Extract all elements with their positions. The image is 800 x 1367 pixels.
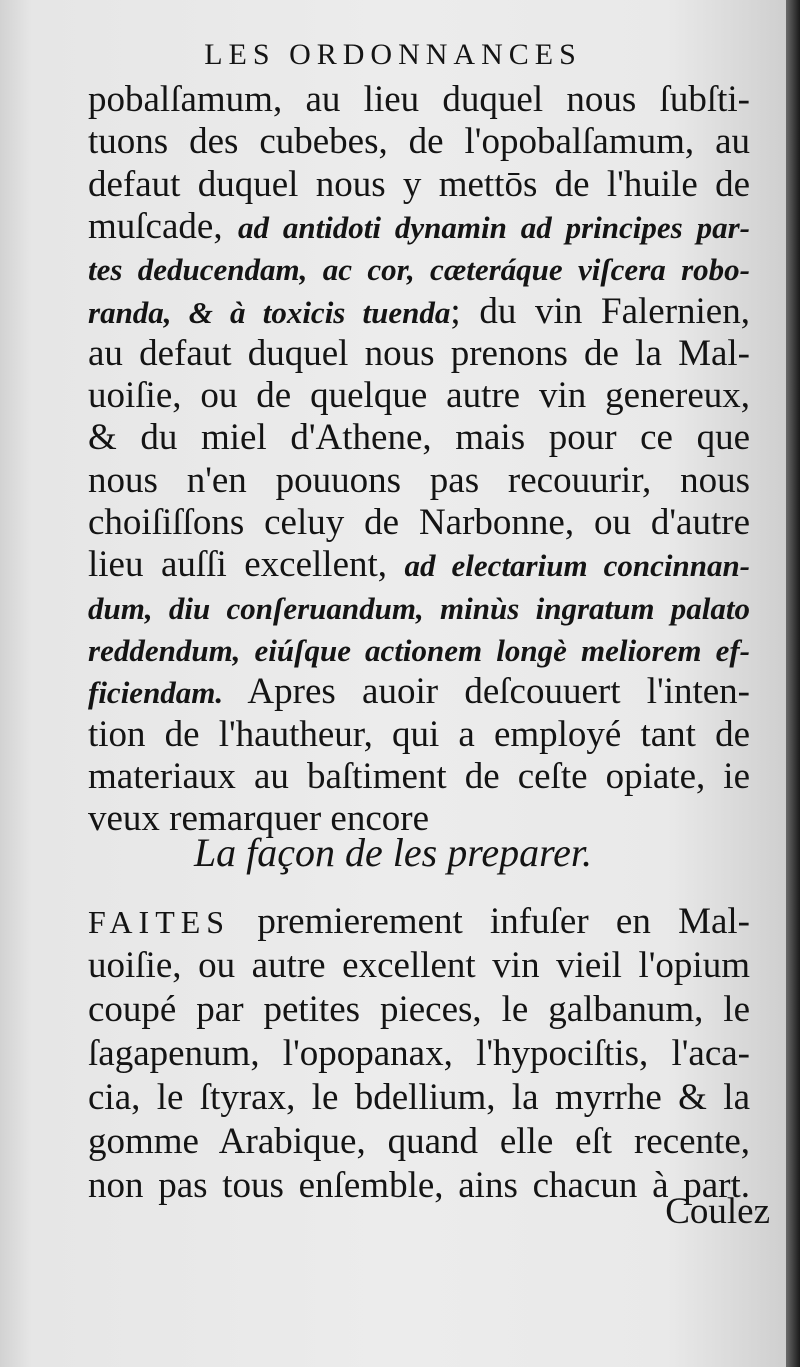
text-line [88,755,750,799]
text-line: ſagapenum, l'opopanax, l'hypociſtis, l'aca- [88,1033,750,1074]
text-line [88,120,750,164]
latin-italic-span: ad electarium concinnan- [404,548,751,583]
text-line [88,501,750,545]
text-line: coupé par petites pieces, le galbanum, le [88,989,750,1030]
latin-italic-span: tes deducendam, ac cor, cæteráque viſcera robo- [88,252,750,287]
section-heading: La façon de les preparer. [193,830,593,875]
text-line: uoiſie, ou autre excellent vin vieil l'opium [88,945,750,986]
latin-italic-span: randa, & à toxicis tuenda [88,295,451,330]
text-span: tion de l'hautheur, qui a employé tant de [88,714,750,755]
text-line [88,900,750,944]
text-span: Apres auoir deſcouuert l'inten- [223,671,750,712]
latin-italic-span: dum, diu conſeruandum, minùs ingratum palato [88,591,750,626]
text-line: gomme Arabique, quand elle eſt recente, [88,1121,750,1162]
text-span: ; du vin Falernien, [450,291,750,332]
text-line [88,205,750,249]
text-span: uoiſie, ou de quelque autre vin genereux, [88,375,750,416]
text-line [88,78,750,122]
text-line [88,586,750,630]
latin-italic-span: ad antidoti dynamin ad principes par- [237,210,750,245]
text-span: materiaux au baſtiment de ceſte opiate, ie [88,756,750,797]
text-span: premierement infuſer en Mal- [230,901,750,942]
text-line [88,332,750,376]
running-head: LES ORDONNANCES [204,38,582,71]
text-span: defaut duquel nous y mettōs de l'huile de [88,164,750,205]
text-span: tuons des cubebes, de l'opobalſamum, au [88,121,750,162]
text-line [88,416,750,460]
text-span: lieu auſſi excellent, [88,544,405,585]
page-edge [786,0,800,1367]
text-span: au defaut duquel nous prenons de la Mal- [88,333,750,374]
text-span: nous n'en pouuons pas recouurir, nous [88,460,750,501]
text-line [88,247,750,291]
text-line [88,670,750,714]
latin-italic-span: ficiendam. [88,675,224,710]
text-span: muſcade, [88,206,238,247]
text-span: pobalſamum, au lieu duquel nous ſubſti- [88,79,750,120]
text-line [88,290,750,334]
text-line [88,713,750,757]
text-line [88,543,750,587]
text-span: & du miel d'Athene, mais pour ce que [88,417,750,458]
catchword: Coulez [665,1191,770,1232]
drop-word: FAITES [88,904,231,940]
latin-italic-span: reddendum, eiúſque actionem longè meliorem ef- [88,633,750,668]
text-line: non pas tous enſemble, ains chacun à part. [88,1165,750,1206]
text-span: choiſiſſons celuy de Narbonne, ou d'autre [88,502,750,543]
text-line [88,459,750,503]
text-line [88,163,750,207]
text-line [88,628,750,672]
text-line [88,374,750,418]
text-line: cia, le ſtyrax, le bdellium, la myrrhe & la [88,1077,750,1118]
text-span: veux remarquer encore [88,798,430,839]
